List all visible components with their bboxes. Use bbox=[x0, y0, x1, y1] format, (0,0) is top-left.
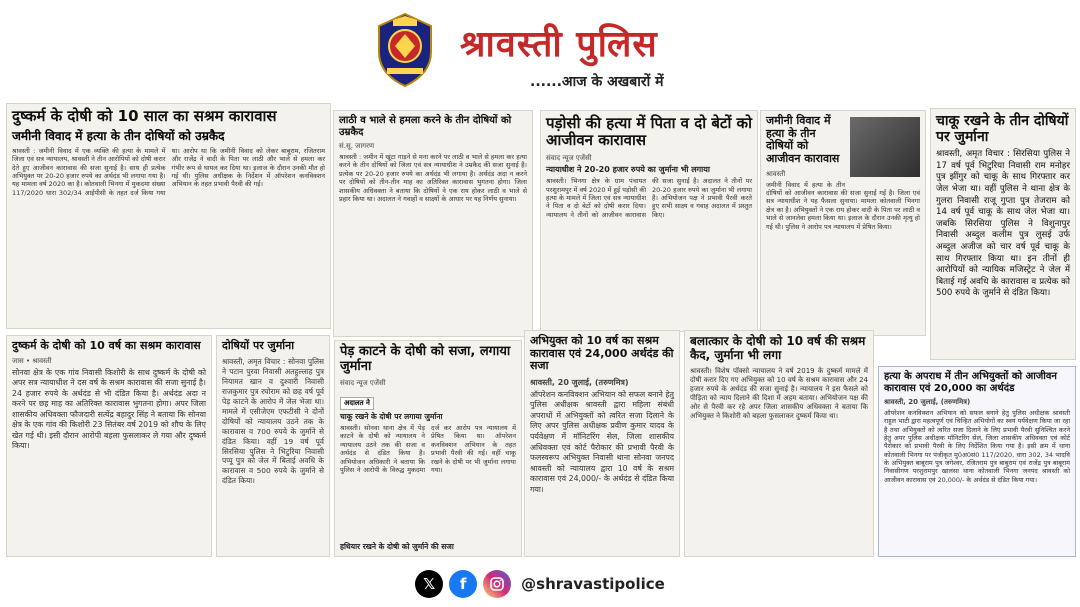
clip-byline: श्रावस्ती, 20 जुलाई, (तरुणमित्र) bbox=[530, 377, 629, 387]
clip-headline: अभियुक्त को 10 वर्ष का सश्रम कारावास एवं 24,000 अर्थदंड की सजा bbox=[530, 334, 674, 373]
clip-headline: दुष्कर्म के दोषी को 10 साल का सश्रम कारावास bbox=[12, 107, 277, 125]
clip-byline: सं.सू. जागरण bbox=[339, 142, 375, 150]
news-clip-1 bbox=[6, 103, 331, 329]
clip-headline: जमीनी विवाद में हत्या के तीन दोषियों को आजीवन कारावास bbox=[766, 114, 840, 165]
news-clip-11 bbox=[878, 366, 1076, 557]
instagram-icon[interactable] bbox=[483, 570, 511, 598]
header bbox=[0, 0, 1080, 100]
clip-photo bbox=[850, 117, 920, 177]
clip-headline: दोषियों पर जुर्माना bbox=[222, 339, 295, 352]
clip-body: जमीनी विवाद में हत्या के तीन दोषियों को आजीवन कारावास की सजा सुनाई गई है। जिला एवं सत्र न्यायाधीश ने यह फैसला सुनाया। मामला कोतवाली भिनगा क्षेत्र का है। अभियुक्तों ने एक राय होकर वादी के पिता पर लाठी व भाले से जानलेवा हमला किया था। इलाज के दौरान उनकी मृत्यु हो गई थी। पुलिस ने आरोप पत्र न्यायालय में प्रेषित किया। bbox=[766, 180, 920, 231]
news-clip-7 bbox=[216, 335, 330, 557]
news-clip-9 bbox=[524, 330, 680, 557]
news-clip-3 bbox=[540, 110, 758, 332]
clip-byline: जास • श्रावस्ती bbox=[12, 356, 52, 365]
facebook-icon[interactable]: f bbox=[449, 570, 477, 598]
clip-body: श्रावस्ती। विशेष पॉक्सो न्यायालय ने वर्ष 2019 के दुष्कर्म मामले में दोषी करार दिए गए अभियुक्त को 10 वर्ष के सश्रम कारावास और 24 हजार रुपये के अर्थदंड की सजा सुनाई है। न्यायालय ने इस फैसले को पीड़िता को न्याय दिलाने की दिशा में अहम बताया। अभियोजन पक्ष की ओर से पैरवी कर रहे अपर जिला शासकीय अधिवक्ता ने बताया कि अभियुक्त ने किशोरी को बहला फुसलाकर दुष्कर्म किया था। bbox=[690, 366, 868, 421]
clip-subheadline: जमीनी विवाद में हत्या के तीन दोषियों को उम्रकैद bbox=[12, 129, 225, 144]
clip-byline: संवाद न्यूज एजेंसी bbox=[546, 153, 592, 162]
clip-subheadline: न्यायाधीश ने 20-20 हजार रुपये का जुर्माना भी लगाया bbox=[546, 164, 710, 174]
page-subtitle: ......आज के अखबारों में bbox=[530, 74, 664, 90]
clip-body: ऑपरेशन कनविक्शन अभियान को सफल बनाने हेतु पुलिस अधीक्षक श्रावस्ती राहुल भाटी द्वारा महत्वपूर्ण एवं चिन्हित अभियोगों का स्वयं पर्यवेक्षण किया जा रहा है तथा अभियुक्तों को त्वरित सजा दिलाने के लिए प्रभावी पैरवी सुनिश्चित करने हेतु अपर पुलिस अधीक्षक मॉनिटरिंग सेल, जिला शासकीय अधिवक्ता एवं कोर्ट पैरोकार को प्रभावी पैरवी के लिए निर्देशित किया गया है। इसी क्रम में थाना कोतवाली भिनगा पर पंजीकृत मु0अ0सं0 117/2020, धारा 302, 34 भादवि के अभियुक्त बाबूराम पुत्र जगेश्वर, रजितराम पुत्र बाबूराम एवं राजेंद्र पुत्र बाबूराम निवासीगण परशुरामपुर खालसा थाना कोतवाली भिनगा जनपद श्रावस्ती को आजीवन कारावास एवं 20,000/- के अर्थदंड से दंडित किया गया। bbox=[884, 409, 1070, 484]
clip-body: श्रावस्ती, अमृत विचार : सोनवा पुलिस ने पटान पुरवा निवासी अतहुल्लाह पुत्र नियामत खान व दुश्वारी निवासी राजकुमार पुत्र रघोराम को छह वर्ष पूर्व पेड़ काटने के आरोप में जेल भेजा था। मामले में एसीजेएम एफटीसी ने दोनों दोषियों को न्यायालय उठने तक के कारावास व 700 रुपये के जुर्माने से दंडित किया। वहीं 19 वर्ष पूर्व सिरसिया पुलिस ने भिटुरिया निवासी पप्पू पुत्र को जेल में बिताई अवधि के कारावास व 500 रुपये के जुर्माने से दंडित किया। bbox=[222, 356, 324, 486]
page-title: श्रावस्ती पुलिस bbox=[460, 24, 658, 65]
clip-body: श्रावस्ती : जमीन में खूंटा गाड़ने से मना करने पर लाठी व भाले से हमला कर हत्या करने के तीन दोषियों को जिला एवं सत्र न्यायाधीश ने उम्रकैद की सजा सुनाई है। प्रत्येक पर 20-20 हजार रुपये का अर्थदंड भी लगाया है। अर्थदंड अदा न करने पर दोषियों को तीन-तीन माह का अतिरिक्त कारावास भुगतना होगा। जिला शासकीय अधिवक्ता ने बताया कि दोषियों ने एक राय होकर लाठी व भाले से प्रहार किया था। अदालत ने गवाहों व साक्ष्यों के आधार पर यह निर्णय सुनाया। bbox=[339, 153, 527, 204]
clip-byline: श्रावस्ती bbox=[766, 169, 786, 178]
clip-body: श्रावस्ती। भिनगा क्षेत्र के ग्राम पंचायत परशुरामपुर में वर्ष 2020 में हुई पड़ोसी की हत्या के मामले में जिला एवं सत्र न्यायाधीश ने पिता व दो बेटों को दोषी करार दिया। न्यायालय ने तीनों को आजीवन कारावास की सजा सुनाई है। अदालत ने तीनों पर 20-20 हजार रुपये का जुर्माना भी लगाया है। अभियोजन पक्ष ने प्रभावी पैरवी करते हुए सभी साक्ष्य व गवाह अदालत में प्रस्तुत किए। bbox=[546, 177, 752, 219]
clip-body: सोनवा क्षेत्र के एक गांव निवासी किशोरी के साथ दुष्कर्म के दोषी को अपर सत्र न्यायाधीश ने दस वर्ष के सश्रम कारावास की सजा सुनाई है। 24 हजार रुपये के अर्थदंड से भी दंडित किया है। अर्थदंड अदा न करने पर छह माह का अतिरिक्त कारावास भुगतना होगा। अपर जिला शासकीय अधिवक्ता फौजदारी सत्येंद्र बहादुर सिंह ने बताया कि सोनवा क्षेत्र के एक गांव की किशोरी 23 सितंबर वर्ष 2019 को शौच के लिए खेत गई थी। इसी दौरान आरोपी बहला फुसलाकर ले गया और दुष्कर्म किया। bbox=[12, 367, 206, 451]
news-clip-8 bbox=[334, 340, 522, 557]
clip-footer-headline: हथियार रखने के दोषी को जुर्माने की सजा bbox=[340, 541, 454, 551]
x-icon[interactable]: 𝕏 bbox=[415, 570, 443, 598]
clip-body: श्रावस्ती। सोनवा थाना क्षेत्र में पेड़ काटने के दोषी को न्यायालय ने न्यायालय उठने तक की सजा व अर्थदंड से दंडित किया है। अभियोजन अधिकारी ने बताया कि पुलिस ने आरोपी के विरुद्ध मुकदमा दर्ज कर आरोप पत्र न्यायालय में प्रेषित किया था। ऑपरेशन कनविक्शन अभियान के तहत प्रभावी पैरवी की गई। वहीं चाकू रखने के दोषी पर भी जुर्माना लगाया गया। bbox=[340, 423, 516, 475]
clip-body: ऑपरेशन कनविक्शन अभियान को सफल बनाने हेतु पुलिस अधीक्षक श्रावस्ती द्वारा महिला संबंधी अपराधों में अभियुक्तों को त्वरित सजा दिलाने के लिए अपर पुलिस अधीक्षक प्रवीण कुमार यादव के पर्यवेक्षण में मॉनिटरिंग सेल, जिला शासकीय अधिवक्ता एवं कोर्ट पैरोकार की प्रभावी पैरवी के फलस्वरूप अभियुक्त निवासी थाना सोनवा जनपद श्रावस्ती को न्यायालय द्वारा 10 वर्ष के सश्रम कारावास एवं 24,000/- के अर्थदंड से दंडित किया गया। bbox=[530, 389, 674, 494]
clip-headline: दुष्कर्म के दोषी को 10 वर्ष का सश्रम कारावास bbox=[12, 339, 201, 352]
court-logo-badge bbox=[340, 397, 374, 410]
clip-body: श्रावस्ती, अमृत विचार : सिरसिया पुलिस ने 17 वर्ष पूर्व भिटुरिया निवासी राम मनोहर पुत्र झींगुर को चाकू के साथ गिरफ्तार कर जेल भेजा था। वहीं पुलिस ने थाना क्षेत्र के गुलरा निवासी राजू गुप्ता पुत्र तेजराम को 14 वर्ष पूर्व चाकू के साथ जेल भेजा था। जबकि सिरसिया पुलिस ने विशुनापुर निवासी अब्दुल कलीम पुत्र लुसई उर्फ अब्दुल अजीज को चार वर्ष पूर्व चाकू के साथ गिरफ्तार किया था। इन तीनों ही आरोपियों को न्यायिक मजिस्ट्रेट ने जेल में बिताई गई अवधि के कारावास व प्रत्येक को 500 रुपये के जुर्माने से दंडित किया। bbox=[936, 149, 1070, 299]
news-clip-4 bbox=[760, 110, 926, 336]
clip-byline: संवाद न्यूज एजेंसी bbox=[340, 378, 386, 387]
clip-headline: चाकू रखने के तीन दोषियों पर जुर्माना bbox=[936, 113, 1069, 146]
clip-headline: हत्या के अपराध में तीन अभियुक्तों को आजीवन कारावास एवं 20,000 का अर्थदंड bbox=[884, 371, 1057, 394]
clip-headline: लाठी व भाले से हमला करने के तीन दोषियों को उम्रकैद bbox=[339, 115, 512, 138]
clip-headline: बलात्कार के दोषी को 10 वर्ष की सश्रम कैद, जुर्माना भी लगा bbox=[690, 334, 866, 362]
badge-label: अदालत ने bbox=[344, 398, 370, 407]
clip-byline: श्रावस्ती, 20 जुलाई, (तरुणमित्र) bbox=[884, 398, 971, 406]
up-police-emblem-icon bbox=[373, 12, 437, 88]
news-clip-10 bbox=[684, 330, 874, 557]
clip-body: श्रावस्ती : जमीनी विवाद में एक व्यक्ति की हत्या के मामले में जिला एवं सत्र न्यायालय, श्रावस्ती ने तीन आरोपियों को दोषी करार देते हुए आजीवन कारावास की सजा सुनाई है। साथ ही प्रत्येक अभियुक्त पर 20-20 हजार रुपये का अर्थदंड भी लगाया गया है। यह मामला वर्ष 2020 का है। कोतवाली भिनगा में मुकदमा संख्या 117/2020 धारा 302/34 आईपीसी के तहत दर्ज किया गया था। आरोप था कि जमीनी विवाद को लेकर बाबूराम, रजितराम और राजेंद्र ने वादी के पिता पर लाठी और भाले से हमला कर गंभीर रूप से घायल कर दिया था। इलाज के दौरान उनकी मौत हो गई थी। पुलिस अधीक्षक के निर्देशन में ऑपरेशन कनविक्शन अभियान के तहत प्रभावी पैरवी की गई। bbox=[12, 146, 325, 197]
clip-headline: पेड़ काटने के दोषी को सजा, लगाया जुर्माना bbox=[340, 344, 511, 374]
news-clip-5 bbox=[930, 108, 1076, 360]
clip-headline: पड़ोसी की हत्या में पिता व दो बेटों को आजीवन कारावास bbox=[546, 114, 752, 150]
social-footer bbox=[0, 560, 1080, 607]
news-clip-2 bbox=[333, 110, 533, 337]
clip-subheadline: चाकू रखने के दोषी पर लगाया जुर्माना bbox=[340, 411, 443, 421]
news-clip-6 bbox=[6, 335, 212, 557]
social-handle[interactable]: @shravastipolice bbox=[521, 574, 665, 593]
